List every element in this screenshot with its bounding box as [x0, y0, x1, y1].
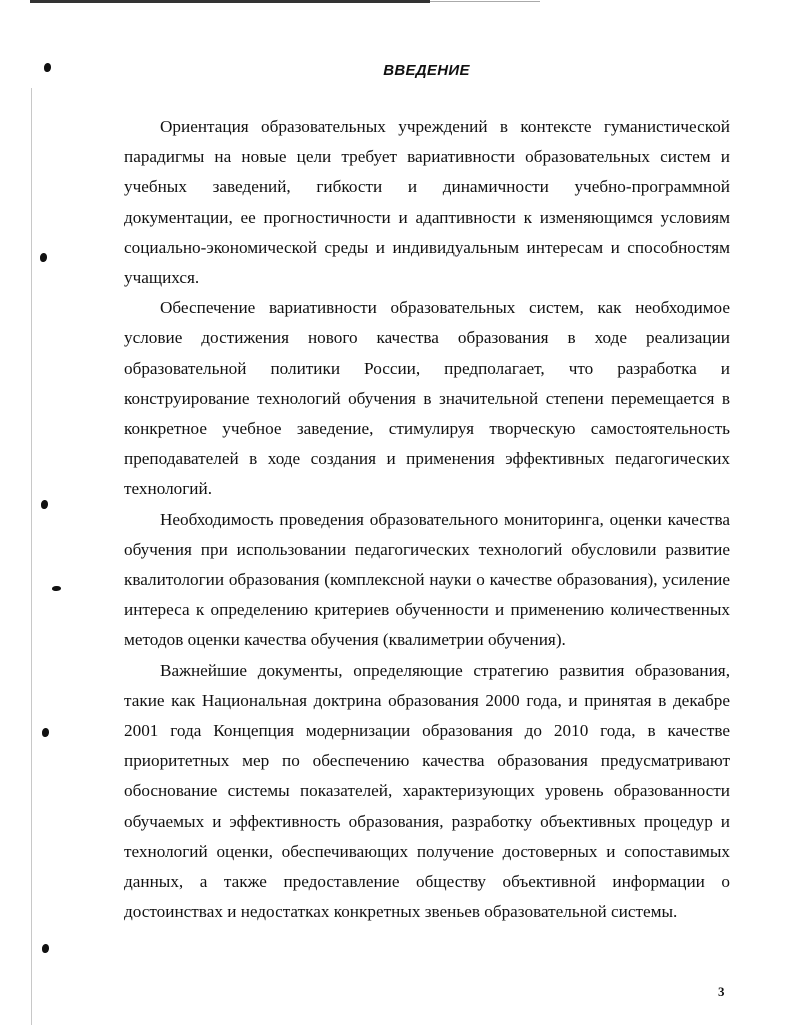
binding-hole-mark	[41, 500, 48, 509]
scan-top-edge-faint	[430, 1, 540, 2]
scan-top-edge	[30, 0, 430, 3]
page-number: 3	[718, 984, 725, 999]
binding-hole-mark	[52, 586, 61, 591]
paragraph: Важнейшие документы, определяющие стратегию развития образования, такие как Национальная доктрина образования 2000 года, и принятая в декабре 2001 года Концепция модернизации образования до 2010 года, в качестве приоритетных мер по обеспечению качества образования предусматривают обоснование системы показателей, характеризующих уровень образованности обучаемых и эффективность образования, разработку объективных процедур и технологий оценки, обеспечивающих получение достоверных и сопоставимых данных, а также предоставление обществу объективной информации о достоинствах и недостатках конкретных звеньев образовательной системы.	[124, 660, 730, 922]
binding-hole-mark	[42, 728, 49, 737]
binding-hole-mark	[42, 944, 49, 953]
paragraph: Необходимость проведения образовательного мониторинга, оценки качества обучения при использовании педагогических технологий обусловили развитие квалитологии образования (комплексной науки о качестве образования), усиление интереса к определению критериев обученности и применению количественных методов оценки качества обучения (квалиметрии обучения).	[124, 509, 730, 650]
paragraph: Ориентация образовательных учреждений в контексте гуманистической парадигмы на новые цели требует вариативности образовательных систем и учебных заведений, гибкости и динамичности учебно-программной документации, ее прогностичности и адаптивности к изменяющимся условиям социально-экономической среды и индивидуальным интересам и способностям учащихся.	[124, 117, 730, 288]
binding-hole-mark	[40, 253, 47, 262]
body-text	[124, 112, 730, 927]
paragraph: Обеспечение вариативности образовательных систем, как необходимое условие достижения нового качества образования в ходе реализации образовательной политики России, предполагает, что разработка и конструирование технологий обучения в значительной степени перемещается в конкретное учебное заведение, стимулируя творческую самостоятельность преподавателей в ходе создания и применения эффективных педагогических технологий.	[124, 298, 730, 499]
page-title: ВВЕДЕНИЕ	[383, 62, 470, 79]
scan-left-margin-line	[31, 88, 32, 1025]
